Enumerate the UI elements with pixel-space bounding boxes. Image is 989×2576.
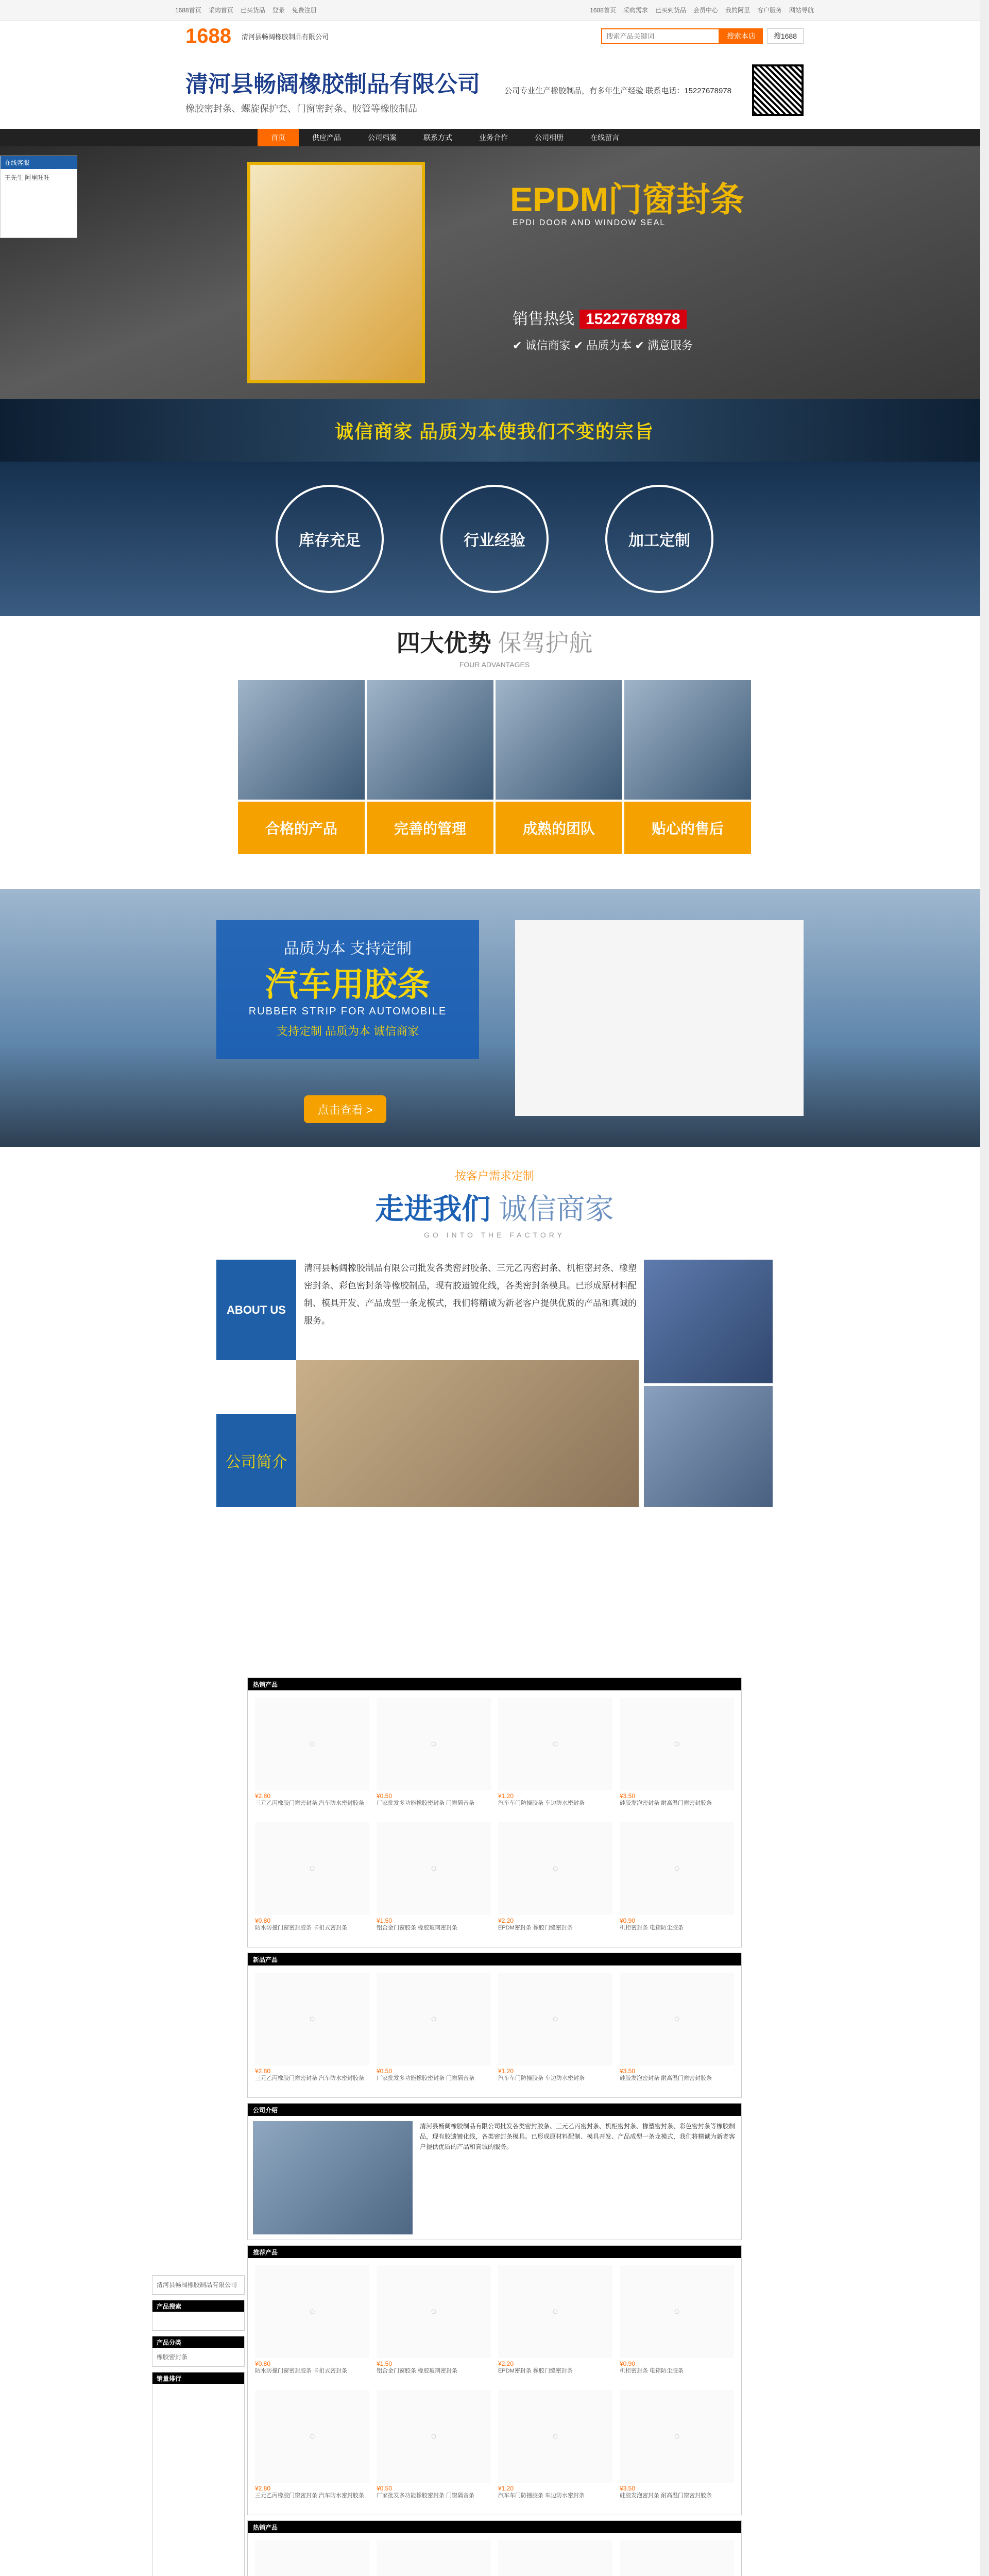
circle-stock: 库存充足 (276, 485, 384, 593)
card-label: 合格的产品 (237, 801, 366, 855)
product-name[interactable]: 三元乙丙橡胶门窗密封条 汽车防水密封胶条 (255, 2493, 365, 2499)
product-price: ¥2.20 (498, 2360, 514, 2367)
sidebar-rank-body (152, 2384, 244, 2576)
product-name[interactable]: EPDM密封条 橡胶门缝密封条 (498, 2368, 573, 2374)
product-image-placeholder: ○ (620, 2390, 734, 2483)
new-products (247, 1953, 742, 2098)
company-intro-text: 清河县畅阔橡胶制品有限公司批发各类密封胶条、三元乙丙密封条、机柜密封条、橡塑密封条、彩色密封条等橡胶制品，现有胶遗镀化线，各类密封条模具。已形成原材料配制、模具开发、产品成型一条龙模式，我们将精诚为新老客户提供优质的产品和真诚的服务。 (420, 2123, 736, 2150)
product-item[interactable] (377, 1973, 491, 2090)
factory-image (644, 1260, 773, 1383)
about-title-main: 走进我们 (375, 1193, 491, 1225)
product-image-placeholder (498, 2540, 612, 2576)
about-text: 清河县畅阔橡胶制品有限公司批发各类密封胶条、三元乙丙密封条、机柜密封条、橡塑密封条、彩色密封条等橡胶制品，现有胶遗镀化线，各类密封条模具。已形成原材料配制、模具开发、产品成型一条龙模式，我们将精诚为新老客户提供优质的产品和真诚的服务。 (304, 1263, 637, 1326)
product-price: ¥0.90 (620, 2360, 636, 2367)
hotline-label: 销售热线 (513, 311, 574, 328)
product-image-placeholder: ○ (377, 1698, 491, 1790)
automobile-banner (0, 889, 989, 1147)
card-label: 完善的管理 (366, 801, 494, 855)
top-right-link[interactable]: 已买到货品 (655, 7, 686, 14)
advantage-card (494, 679, 623, 855)
top-right-link[interactable]: 1688首页 (590, 7, 616, 14)
product-image-placeholder: ○ (498, 2390, 612, 2483)
nav-message[interactable]: 在线留言 (590, 133, 619, 142)
company-intro-label: 公司简介 (216, 1414, 296, 1507)
sidebar-rank (152, 2372, 245, 2576)
product-image-placeholder: ○ (498, 1822, 612, 1915)
product-image (247, 162, 425, 383)
product-price: ¥1.20 (498, 2067, 514, 2075)
product-item[interactable] (377, 2540, 491, 2576)
auto-line-c: RUBBER STRIP FOR AUTOMOBILE (248, 1006, 447, 1017)
product-item[interactable] (255, 1698, 369, 1815)
product-item[interactable] (620, 1822, 734, 1940)
company-intro-body (248, 2116, 741, 2240)
nav-profile[interactable]: 公司档案 (368, 133, 397, 142)
product-grid (248, 1690, 741, 1947)
hot-products-title: 热销产品 (248, 1678, 741, 1690)
more-products (247, 2520, 742, 2576)
product-image-placeholder: ○ (255, 1973, 369, 2065)
product-item[interactable] (498, 1698, 612, 1815)
new-products-title: 新品产品 (248, 1953, 741, 1965)
about-title-sub: 诚信商家 (498, 1193, 614, 1225)
product-price: ¥0.90 (620, 1917, 636, 1924)
factory-image (644, 1386, 773, 1507)
product-price: ¥1.50 (377, 1917, 393, 1924)
top-link[interactable]: 已买货品 (240, 7, 265, 14)
nav-products[interactable]: 供应产品 (312, 133, 341, 142)
more-products-title: 热销产品 (248, 2521, 741, 2533)
tubes-image (515, 920, 804, 1116)
login-link[interactable]: 登录 (272, 7, 285, 14)
sidebar-category (152, 2336, 245, 2367)
advantage-card (237, 679, 366, 855)
top-right-link[interactable]: 客户服务 (757, 7, 782, 14)
main-nav (0, 129, 989, 146)
banner-contact: 公司专业生产橡胶制品，有多年生产经验 联系电话：15227678978 (504, 86, 731, 95)
top-bar (0, 0, 989, 21)
card-image (237, 679, 366, 801)
about-title (0, 1187, 989, 1228)
product-name[interactable]: 机柜密封条 电箱防尘胶条 (620, 2368, 684, 2374)
product-item[interactable] (255, 1822, 369, 1940)
product-item[interactable] (377, 2265, 491, 2383)
card-image (494, 679, 623, 801)
product-name[interactable]: 机柜密封条 电箱防尘胶条 (620, 1925, 684, 1931)
register-link[interactable]: 免费注册 (292, 7, 317, 14)
product-image-placeholder: ○ (620, 2265, 734, 2358)
product-item[interactable] (377, 1698, 491, 1815)
recommend-products (247, 2245, 742, 2515)
nav-contact[interactable]: 联系方式 (423, 133, 452, 142)
sidebar-category-title: 产品分类 (152, 2336, 244, 2348)
sidebar-search-body (152, 2312, 244, 2330)
product-image-placeholder: ○ (377, 2390, 491, 2483)
company-intro (247, 2103, 742, 2240)
product-name[interactable]: 厂家批发多功能橡胶密封条 门窗隔音条 (377, 1800, 475, 1806)
product-image-placeholder: ○ (620, 1822, 734, 1915)
search-shop-button[interactable]: 搜索本店 (720, 28, 763, 44)
product-price: ¥2.80 (255, 1792, 271, 1800)
about-tagline: 按客户需求定制 (454, 1170, 534, 1182)
product-item[interactable] (620, 1973, 734, 2090)
sidebar-category-item[interactable]: 橡胶密封条 (157, 2353, 188, 2361)
qr-code-icon (752, 64, 804, 116)
hero-banner (0, 146, 989, 399)
hero-title: EPDM门窗封条 (510, 180, 744, 218)
shop-name[interactable]: 清河县畅阔橡胶制品有限公司 (241, 32, 329, 41)
product-image-placeholder (377, 2540, 491, 2576)
nav-home[interactable]: 首页 (258, 129, 299, 146)
product-grid (248, 2533, 741, 2576)
header (0, 21, 989, 52)
product-price: ¥2.80 (255, 2485, 271, 2492)
sidebar-shop (152, 2275, 245, 2295)
card-image (623, 679, 752, 801)
about-us-label: ABOUT US (216, 1260, 296, 1360)
circle-experience: 行业经验 (440, 485, 549, 593)
product-item[interactable] (620, 2540, 734, 2576)
product-price: ¥1.20 (498, 1792, 514, 1800)
sidebar (152, 2275, 245, 2576)
product-image-placeholder: ○ (377, 1973, 491, 2065)
product-price: ¥0.80 (255, 1917, 271, 1924)
product-image-placeholder (620, 2540, 734, 2576)
top-link[interactable]: 采购首页 (208, 7, 233, 14)
auto-line-b: 汽车用胶条 (265, 966, 430, 1003)
search-input[interactable] (601, 28, 720, 44)
company-intro-title: 公司介绍 (248, 2104, 741, 2116)
banner-title: 清河县畅阔橡胶制品有限公司 (185, 72, 480, 97)
advantages-section (0, 616, 989, 889)
product-image-placeholder (255, 2540, 369, 2576)
product-image-placeholder: ○ (255, 2390, 369, 2483)
product-name[interactable]: EPDM密封条 橡胶门缝密封条 (498, 1925, 573, 1931)
slogan: 诚信商家 品质为本使我们不变的宗旨 (0, 399, 989, 462)
product-image-placeholder: ○ (498, 1973, 612, 2065)
product-item[interactable] (498, 2390, 612, 2507)
product-grid (248, 1965, 741, 2097)
circle-custom: 加工定制 (605, 485, 713, 593)
product-name[interactable]: 厂家批发多功能橡胶密封条 门窗隔音条 (377, 2075, 475, 2081)
sidebar-rank-title: 销量排行 (152, 2372, 244, 2384)
advantages-subtitle: FOUR ADVANTAGES (459, 660, 530, 669)
hotline-number: 15227678978 (579, 310, 687, 329)
product-item[interactable] (255, 1973, 369, 2090)
advantage-card (623, 679, 752, 855)
product-grid (248, 2258, 741, 2515)
product-name[interactable]: 汽车车门防撞胶条 车边防水密封条 (498, 2493, 585, 2499)
product-image-placeholder: ○ (255, 1698, 369, 1790)
nav-cooperation[interactable]: 业务合作 (479, 133, 508, 142)
product-item[interactable] (498, 2265, 612, 2383)
product-item[interactable] (255, 2540, 369, 2576)
sidebar-search (152, 2300, 245, 2331)
about-subtitle: GO INTO THE FACTORY (424, 1231, 565, 1239)
product-image-placeholder: ○ (255, 2265, 369, 2358)
card-label: 成熟的团队 (494, 801, 623, 855)
product-name[interactable]: 防水防撞门窗密封胶条 卡扣式密封条 (255, 2368, 348, 2374)
product-name[interactable]: 汽车车门防撞胶条 车边防水密封条 (498, 2075, 585, 2081)
product-name[interactable]: 硅胶发泡密封条 耐高温门窗密封胶条 (620, 2493, 712, 2499)
product-item[interactable] (498, 1822, 612, 1940)
factory-image (296, 1360, 639, 1507)
product-price: ¥0.50 (377, 1792, 393, 1800)
product-image-placeholder: ○ (498, 1698, 612, 1790)
advantages-title-main: 四大优势 (396, 630, 491, 656)
float-text[interactable]: 王先生 阿里旺旺 (5, 174, 50, 181)
product-image-placeholder: ○ (498, 2265, 612, 2358)
product-image-placeholder: ○ (377, 2265, 491, 2358)
auto-promo-box (216, 920, 479, 1059)
auto-line-a: 品质为本 支持定制 (283, 940, 412, 957)
product-name[interactable]: 防水防撞门窗密封胶条 卡扣式密封条 (255, 1925, 348, 1931)
product-item[interactable] (255, 2390, 369, 2507)
product-item[interactable] (255, 2265, 369, 2383)
auto-line-d: 支持定制 品质为本 诚信商家 (276, 1025, 419, 1038)
product-price: ¥2.80 (255, 2067, 271, 2075)
product-item[interactable] (620, 2265, 734, 2383)
product-image-placeholder: ○ (377, 1822, 491, 1915)
product-name[interactable]: 三元乙丙橡胶门窗密封条 汽车防水密封胶条 (255, 1800, 365, 1806)
about-section (0, 1147, 989, 1544)
nav-album[interactable]: 公司相册 (535, 133, 564, 142)
shop-banner (0, 52, 989, 129)
product-price: ¥0.50 (377, 2485, 393, 2492)
search-bar (601, 28, 804, 44)
product-image-placeholder: ○ (255, 1822, 369, 1915)
product-name[interactable]: 铝合金门窗胶条 橡胶玻璃密封条 (377, 1925, 458, 1931)
logo[interactable]: 1688 (185, 24, 231, 47)
float-title: 在线客服 (1, 156, 77, 169)
view-more-button[interactable]: 点击查看 > (304, 1095, 386, 1123)
advantage-cards (0, 679, 989, 855)
card-image (366, 679, 494, 801)
top-right-link[interactable]: 网站导航 (789, 7, 814, 14)
product-item[interactable] (620, 1698, 734, 1815)
product-price: ¥0.80 (255, 2360, 271, 2367)
main-content (157, 1677, 742, 2576)
advantage-card (366, 679, 494, 855)
product-price: ¥2.20 (498, 1917, 514, 1924)
product-item[interactable] (498, 2540, 612, 2576)
customer-service-float (0, 156, 77, 238)
top-right-link[interactable]: 会员中心 (693, 7, 718, 14)
top-right-link[interactable]: 采购需求 (623, 7, 648, 14)
hero-hotline (513, 306, 687, 329)
top-right-link[interactable]: 我的阿里 (725, 7, 750, 14)
product-price: ¥1.20 (498, 2485, 514, 2492)
product-price: ¥1.50 (377, 2360, 393, 2367)
product-image-placeholder: ○ (620, 1698, 734, 1790)
product-image-placeholder: ○ (620, 1973, 734, 2065)
card-label: 贴心的售后 (623, 801, 752, 855)
advantages-title-sub: 保驾护航 (498, 630, 593, 656)
banner-subtitle: 橡胶密封条、螺旋保护套、门窗密封条、胶管等橡胶制品 (185, 104, 417, 114)
about-content (216, 1260, 773, 1507)
advantages-title (0, 624, 989, 658)
product-name[interactable]: 厂家批发多功能橡胶密封条 门窗隔音条 (377, 2493, 475, 2499)
product-name[interactable]: 铝合金门窗胶条 橡胶玻璃密封条 (377, 2368, 458, 2374)
product-price: ¥0.50 (377, 2067, 393, 2075)
product-item[interactable] (620, 2390, 734, 2507)
product-item[interactable] (377, 2390, 491, 2507)
product-name[interactable]: 汽车车门防撞胶条 车边防水密封条 (498, 1800, 585, 1806)
product-item[interactable] (377, 1822, 491, 1940)
product-item[interactable] (498, 1973, 612, 2090)
recommend-products-title: 推荐产品 (248, 2246, 741, 2258)
product-price: ¥3.50 (620, 1792, 636, 1800)
top-link[interactable]: 1688首页 (175, 7, 201, 14)
hot-products (247, 1677, 742, 1947)
product-name[interactable]: 硅胶发泡密封条 耐高温门窗密封胶条 (620, 2075, 712, 2081)
hero-points: ✔ 诚信商家 ✔ 品质为本 ✔ 满意服务 (513, 339, 693, 352)
product-price: ¥3.50 (620, 2067, 636, 2075)
page-scrollbar[interactable] (980, 0, 989, 2576)
sidebar-search-title: 产品搜索 (152, 2300, 244, 2312)
search-site-button[interactable]: 搜1688 (767, 28, 804, 44)
sidebar-shop-name[interactable]: 清河县畅阔橡胶制品有限公司 (157, 2281, 237, 2289)
hero-subtitle: EPDI DOOR AND WINDOW SEAL (513, 218, 666, 227)
product-name[interactable]: 三元乙丙橡胶门窗密封条 汽车防水密封胶条 (255, 2075, 365, 2081)
feature-circles (0, 462, 989, 616)
product-name[interactable]: 硅胶发泡密封条 耐高温门窗密封胶条 (620, 1800, 712, 1806)
product-price: ¥3.50 (620, 2485, 636, 2492)
company-photo (253, 2121, 413, 2234)
